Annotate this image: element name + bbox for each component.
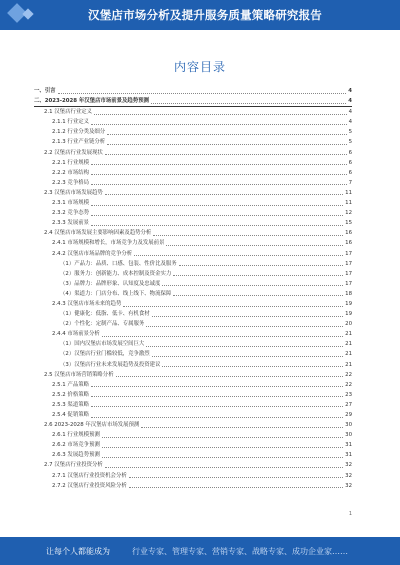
- toc-entry-label: 2.1.3 行业产业链分析: [52, 139, 106, 146]
- toc-entry[interactable]: [34, 198, 352, 208]
- toc-leader-dots: [123, 306, 343, 307]
- toc-leader-dots: [152, 356, 343, 357]
- toc-entry-page: 22: [345, 381, 352, 388]
- toc-entry-label: 2.2.2 市场结构: [52, 169, 89, 176]
- toc-leader-dots: [107, 144, 346, 145]
- toc-leader-dots: [102, 336, 343, 337]
- toc-entry[interactable]: [34, 380, 352, 390]
- toc-entry-label: （2）汉堡店行业门槛较低，竞争激烈: [60, 351, 150, 358]
- toc-entry[interactable]: [34, 440, 352, 450]
- toc-entry[interactable]: [34, 228, 352, 238]
- toc-entry-page: 30: [345, 432, 352, 439]
- toc-entry-label: 2.5.4 促销策略: [52, 412, 89, 418]
- toc-leader-dots: [91, 205, 343, 206]
- toc-entry[interactable]: [34, 349, 352, 359]
- toc-leader-dots: [162, 366, 343, 367]
- toc-entry-page: 31: [345, 442, 352, 449]
- toc-entry-page: 29: [345, 412, 352, 418]
- table-of-contents: [34, 86, 352, 491]
- toc-entry-page: 22: [345, 371, 352, 378]
- toc-leader-dots: [102, 447, 343, 448]
- toc-leader-dots: [94, 114, 347, 115]
- toc-leader-dots: [91, 406, 343, 407]
- toc-entry[interactable]: [34, 137, 352, 147]
- toc-entry-label: 2.5 汉堡店市场营销策略分析: [44, 371, 114, 378]
- toc-entry-label: （1）国内汉堡店市场发展空间巨大: [60, 341, 145, 348]
- toc-entry[interactable]: [34, 249, 352, 259]
- page-number: 1: [348, 511, 352, 517]
- toc-entry-page: 17: [345, 250, 352, 257]
- toc-entry-label: 2.6.2 市场竞争预测: [52, 442, 100, 449]
- toc-entry[interactable]: [34, 238, 352, 248]
- toc-leader-dots: [91, 164, 347, 165]
- footer-slogan-right: 行业专家、管理专家、营销专家、战略专家、成功企业家……: [132, 547, 348, 556]
- toc-entry[interactable]: [34, 158, 352, 168]
- toc-entry-label: 2.5.2 价格策略: [52, 391, 89, 398]
- toc-leader-dots: [152, 316, 343, 317]
- toc-entry-page: 21: [345, 351, 352, 358]
- toc-leader-dots: [153, 235, 343, 236]
- toc-entry-label: 2.1 汉堡店行业定义: [44, 109, 93, 116]
- toc-entry[interactable]: [34, 420, 352, 430]
- toc-entry[interactable]: [34, 309, 352, 319]
- toc-entry-page: 19: [345, 311, 352, 318]
- toc-entry-page: 5: [348, 129, 352, 136]
- toc-entry-label: 2.5.3 渠道策略: [52, 401, 89, 408]
- toc-entry-page: 17: [345, 270, 352, 277]
- toc-entry-label: 2.2 汉堡店行业发展现状: [44, 149, 103, 156]
- toc-leader-dots: [134, 255, 343, 256]
- toc-entry-label: （2）服务力：创新能力、成本控制及资金实力: [60, 270, 172, 277]
- toc-entry-label: 2.4.1 市场规模和增长，市场竞争力及发展前景: [52, 240, 165, 247]
- toc-leader-dots: [91, 184, 347, 185]
- toc-entry-page: 30: [345, 422, 352, 429]
- toc-entry-label: 2.7.1 汉堡店行业投资机会分析: [52, 472, 127, 479]
- toc-entry[interactable]: [34, 117, 352, 127]
- toc-entry[interactable]: [34, 430, 352, 440]
- toc-entry-page: 18: [345, 290, 352, 297]
- toc-entry-page: 6: [348, 169, 352, 176]
- toc-entry-page: 4: [348, 119, 352, 126]
- toc-leader-dots: [107, 134, 346, 135]
- toc-entry-label: 2.7 汉堡店行业投资分析: [44, 462, 103, 469]
- toc-entry[interactable]: [34, 360, 352, 370]
- toc-leader-dots: [91, 417, 343, 418]
- toc-entry-label: 2.4.3 汉堡店市场未来的趋势: [52, 300, 122, 307]
- toc-entry-page: 7: [348, 179, 352, 186]
- toc-leader-dots: [91, 124, 347, 125]
- toc-entry-page: 32: [345, 462, 352, 469]
- toc-entry[interactable]: [34, 471, 352, 481]
- toc-entry-page: 11: [345, 189, 352, 196]
- toc-entry[interactable]: [34, 96, 352, 107]
- toc-leader-dots: [141, 427, 343, 428]
- toc-entry-label: 2.6.1 行业规模预测: [52, 432, 100, 439]
- toc-entry[interactable]: [34, 218, 352, 228]
- page-footer: [0, 537, 400, 565]
- toc-leader-dots: [146, 326, 343, 327]
- toc-entry[interactable]: [34, 279, 352, 289]
- toc-leader-dots: [129, 487, 343, 488]
- toc-entry-page: 21: [345, 331, 352, 338]
- toc-entry-label: 2.5.1 产品策略: [52, 381, 89, 388]
- toc-entry[interactable]: [34, 370, 352, 380]
- toc-entry-label: 2.2.3 竞争格局: [52, 179, 89, 186]
- toc-entry[interactable]: [34, 410, 352, 420]
- toc-entry-page: 31: [345, 452, 352, 459]
- toc-heading: 内容目录: [173, 60, 226, 74]
- toc-entry-label: 2.4.4 市场前景分析: [52, 331, 100, 338]
- toc-entry-page: 16: [345, 240, 352, 247]
- toc-leader-dots: [179, 265, 344, 266]
- toc-leader-dots: [91, 174, 347, 175]
- toc-leader-dots: [166, 245, 343, 246]
- toc-entry-page: 15: [345, 220, 352, 227]
- toc-leader-dots: [105, 194, 343, 195]
- toc-entry-label: 2.3.3 发展前景: [52, 220, 89, 227]
- toc-leader-dots: [105, 154, 347, 155]
- toc-entry-label: （4）渠道力：门店分布、线上线下、物流保障: [60, 290, 172, 297]
- toc-entry-page: 4: [348, 109, 352, 116]
- page-header: [0, 0, 400, 30]
- toc-entry[interactable]: [34, 329, 352, 339]
- toc-entry-page: 11: [345, 200, 352, 207]
- toc-leader-dots: [102, 457, 343, 458]
- toc-entry-label: 2.3.1 市场规模: [52, 200, 89, 207]
- toc-entry-page: 32: [345, 482, 352, 489]
- toc-entry[interactable]: [34, 481, 352, 491]
- toc-entry[interactable]: [34, 86, 352, 96]
- toc-entry[interactable]: [34, 460, 352, 470]
- toc-entry[interactable]: [34, 107, 352, 117]
- toc-entry[interactable]: [34, 259, 352, 269]
- toc-entry-label: （1）产品力：品质、口感、包装、性价比及服务: [60, 260, 177, 267]
- toc-leader-dots: [116, 376, 344, 377]
- toc-entry[interactable]: [34, 208, 352, 218]
- toc-entry[interactable]: [34, 450, 352, 460]
- toc-entry[interactable]: [34, 168, 352, 178]
- toc-entry-page: 21: [345, 361, 352, 368]
- toc-leader-dots: [91, 386, 343, 387]
- toc-entry-label: （1）健康化：低脂、低卡、有机食材: [60, 311, 150, 318]
- toc-entry[interactable]: [34, 188, 352, 198]
- toc-leader-dots: [102, 437, 343, 438]
- toc-entry-page: 5: [348, 139, 352, 146]
- toc-entry[interactable]: [34, 289, 352, 299]
- toc-entry-page: 6: [348, 159, 352, 166]
- toc-entry-label: （3）品牌力：品牌形象、认知度及忠诚度: [60, 280, 161, 287]
- toc-entry-label: （2）个性化：定制产品、专属服务: [60, 321, 145, 328]
- toc-entry-page: 20: [345, 321, 352, 328]
- toc-entry-label: 2.6.3 发展趋势预测: [52, 452, 100, 459]
- toc-leader-dots: [105, 467, 343, 468]
- toc-entry-page: 4: [348, 88, 352, 94]
- toc-leader-dots: [173, 275, 343, 276]
- toc-entry-page: 19: [345, 300, 352, 307]
- toc-entry-page: 16: [345, 230, 352, 237]
- toc-entry-page: 17: [345, 260, 352, 267]
- toc-leader-dots: [58, 93, 347, 94]
- toc-entry[interactable]: [34, 178, 352, 188]
- toc-leader-dots: [91, 396, 343, 397]
- toc-entry-label: 2.3.2 竞争态势: [52, 210, 89, 217]
- footer-slogan-left: 让每个人都能成为: [46, 547, 110, 556]
- toc-leader-dots: [151, 103, 346, 104]
- toc-entry-page: 12: [345, 210, 352, 217]
- toc-entry-label: 2.4 汉堡店市场发展主要影响因素及趋势分析: [44, 230, 152, 237]
- toc-entry-label: 二、2023-2028 年汉堡店市场前景及趋势预测: [34, 98, 149, 105]
- toc-entry[interactable]: [34, 269, 352, 279]
- toc-leader-dots: [91, 225, 343, 226]
- toc-entry-label: 2.4.2 汉堡店市场品牌的竞争分析: [52, 250, 133, 257]
- toc-leader-dots: [91, 215, 343, 216]
- toc-leader-dots: [173, 295, 343, 296]
- toc-entry-label: 2.3 汉堡店市场发展趋势: [44, 189, 103, 196]
- toc-entry-label: 2.6 2023-2028 年汉堡店市场发展预测: [44, 422, 140, 429]
- toc-entry[interactable]: [34, 390, 352, 400]
- toc-entry[interactable]: [34, 339, 352, 349]
- toc-entry-label: 2.2.1 行业规模: [52, 159, 89, 166]
- toc-entry-page: 27: [345, 401, 352, 408]
- toc-entry[interactable]: [34, 400, 352, 410]
- toc-entry-page: 4: [348, 98, 352, 105]
- toc-entry-label: （3）汉堡店行业未来发展趋势及投资建议: [60, 361, 161, 368]
- toc-entry-page: 32: [345, 472, 352, 479]
- toc-leader-dots: [146, 346, 343, 347]
- toc-entry[interactable]: [34, 299, 352, 309]
- toc-entry[interactable]: [34, 148, 352, 158]
- toc-entry-label: 2.1.1 行业定义: [52, 119, 89, 126]
- toc-entry-page: 21: [345, 341, 352, 348]
- toc-entry-label: 2.7.2 汉堡店行业投资风险分析: [52, 482, 127, 489]
- toc-leader-dots: [129, 477, 343, 478]
- toc-entry-page: 6: [348, 149, 352, 156]
- toc-entry[interactable]: [34, 319, 352, 329]
- toc-entry-label: 2.1.2 行业分类及细分: [52, 129, 106, 136]
- toc-entry-page: 17: [345, 280, 352, 287]
- toc-leader-dots: [162, 285, 343, 286]
- document-title: 汉堡店市场分析及提升服务质量策略研究报告: [88, 8, 322, 22]
- toc-entry-page: 23: [345, 391, 352, 398]
- toc-entry[interactable]: [34, 127, 352, 137]
- toc-entry-label: 一、引言: [34, 88, 56, 94]
